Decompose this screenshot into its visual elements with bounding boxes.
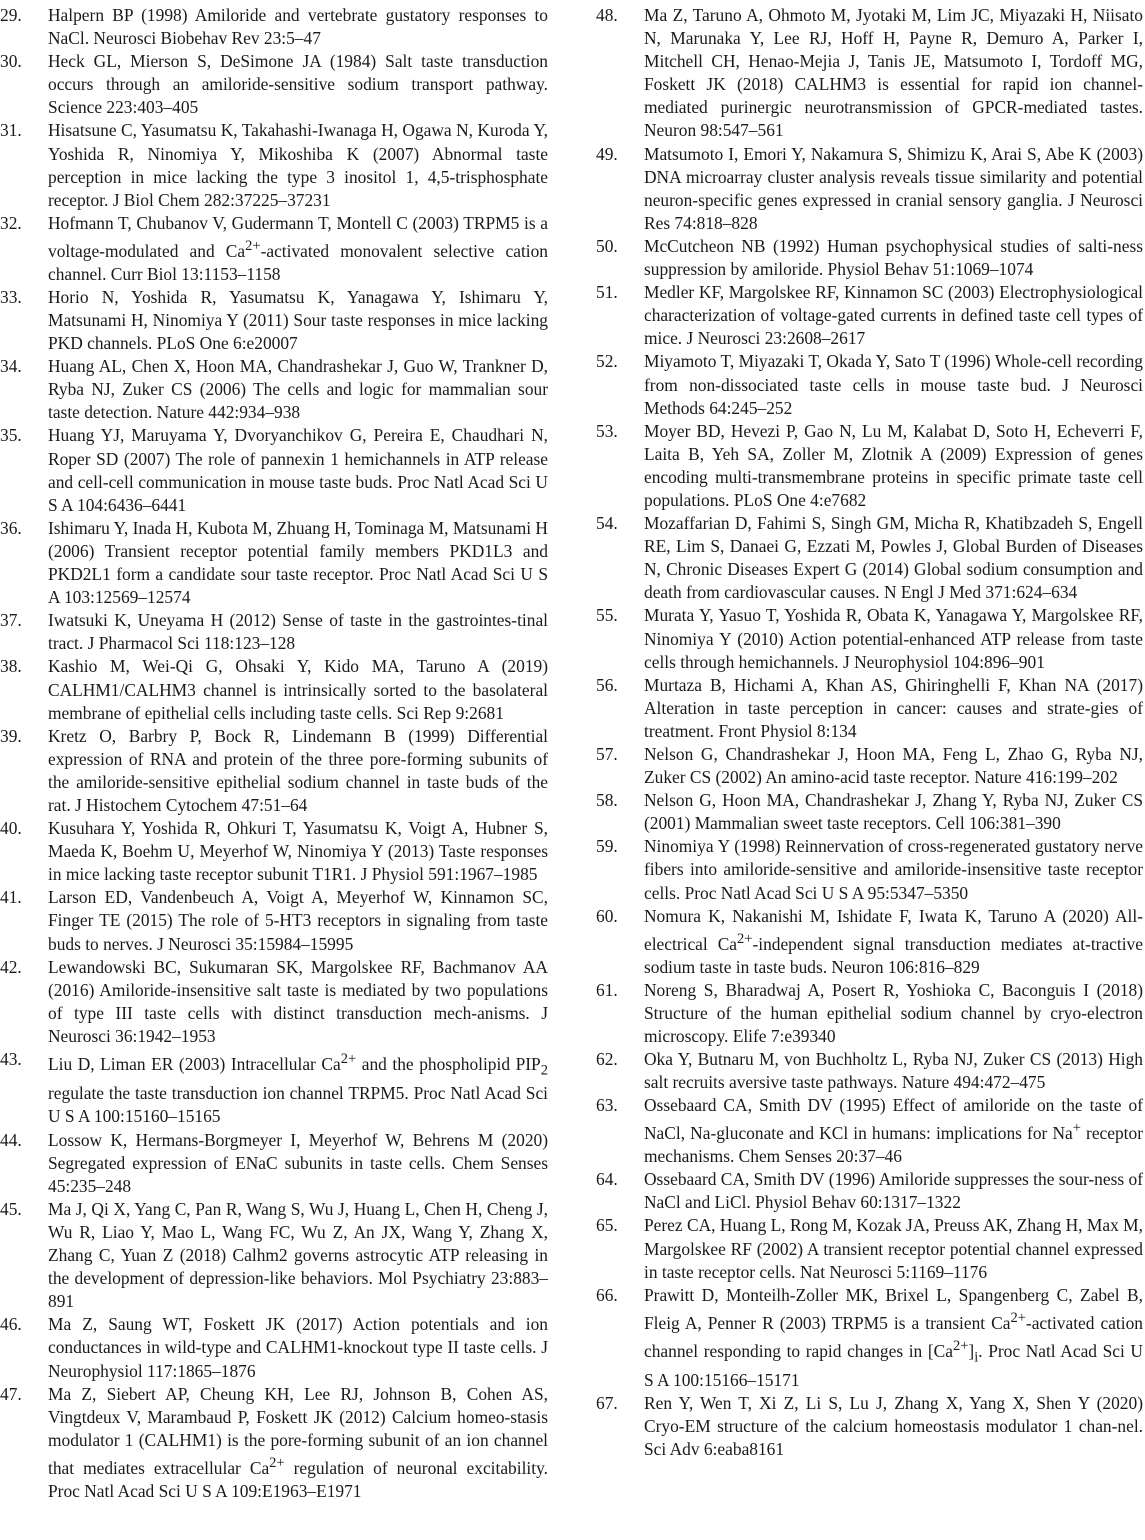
reference-text: Miyamoto T, Miyazaki T, Okada Y, Sato T (1996) Whole-cell recording from non-dissociated taste cells in mouse taste bud. J Neurosci Methods 64:245–252 xyxy=(644,351,1143,418)
reference-number: 42. xyxy=(0,956,22,977)
reference-number: 60. xyxy=(596,905,618,926)
reference-text: Heck GL, Mierson S, DeSimone JA (1984) Salt taste transduction occurs through an amiloride-sensitive sodium transport pathway. Science 223:403–405 xyxy=(48,51,548,118)
reference-text: Moyer BD, Hevezi P, Gao N, Lu M, Kalabat D, Soto H, Echeverri F, Laita B, Yeh SA, Zoller M, Zlotnik A (2009) Expression of genes encoding multi-transmembrane proteins in specific primate taste cell populations. PLoS One 4:e7682 xyxy=(644,420,1143,510)
reference-text: Ma J, Qi X, Yang C, Pan R, Wang S, Wu J, Huang L, Chen H, Cheng J, Wu R, Liao Y, Mao L, Wang FC, Wu Z, An JX, Wang Y, Zhang X, Zhang C, Yuan Z (2018) Calhm2 governs astrocytic ATP releasing in the development of depression-like behaviors. Mol Psychiatry 23:883–891 xyxy=(48,1198,548,1312)
reference-entry xyxy=(596,350,1143,419)
reference-entry xyxy=(0,4,548,50)
reference-text: Ninomiya Y (1998) Reinnervation of cross-regenerated gustatory nerve fibers into amiloride-sensitive and amiloride-insensitive taste receptor cells. Proc Natl Acad Sci U S A 95:5347–5350 xyxy=(644,836,1143,903)
reference-entry xyxy=(0,609,548,655)
reference-text: Nelson G, Hoon MA, Chandrashekar J, Zhang Y, Ryba NJ, Zuker CS (2001) Mammalian sweet taste receptors. Cell 106:381–390 xyxy=(644,790,1143,834)
reference-text: Medler KF, Margolskee RF, Kinnamon SC (2003) Electrophysiological characterization of voltage-gated currents in defined taste cell types of mice. J Neurosci 23:2608–2617 xyxy=(644,282,1143,349)
reference-entry xyxy=(0,119,548,211)
reference-number: 63. xyxy=(596,1095,618,1116)
reference-number: 49. xyxy=(596,143,618,164)
reference-number: 52. xyxy=(596,351,618,372)
reference-entry xyxy=(0,1048,548,1129)
reference-entry xyxy=(596,1048,1143,1094)
reference-entry xyxy=(0,517,548,609)
reference-text: Murata Y, Yasuo T, Yoshida R, Obata K, Yanagawa Y, Margolskee RF, Ninomiya Y (2010) Action potential-enhanced ATP release from taste cells through hemichannels. J Neurophysiol 104:896–901 xyxy=(644,605,1143,672)
reference-text: Perez CA, Huang L, Rong M, Kozak JA, Preuss AK, Zhang H, Max M, Margolskee RF (2002) A transient receptor potential channel expressed in taste receptor cells. Nat Neurosci 5:1169–1176 xyxy=(644,1215,1143,1282)
reference-text: Horio N, Yoshida R, Yasumatsu K, Yanagawa Y, Ishimaru Y, Matsunami H, Ninomiya Y (2011) Sour taste responses in mice lacking PKD channels. PLoS One 6:e20007 xyxy=(48,286,548,354)
reference-entry xyxy=(596,281,1143,350)
reference-entry xyxy=(596,604,1143,673)
reference-text: Hisatsune C, Yasumatsu K, Takahashi-Iwanaga H, Ogawa N, Kuroda Y, Yoshida R, Ninomiya Y, Mikoshiba K (2007) Abnormal taste perception in mice lacking the type 3 inositol 1, 4,5-trisphosphate receptor. J Biol Chem 282:37225–37231 xyxy=(48,120,548,210)
reference-number: 41. xyxy=(0,887,22,908)
reference-number: 43. xyxy=(0,1049,22,1070)
reference-entry xyxy=(596,1284,1143,1392)
reference-text: Ren Y, Wen T, Xi Z, Li S, Lu J, Zhang X, Yang X, Shen Y (2020) Cryo-EM structure of the calcium homeostasis modulator 1 chan-nel. Sci Adv 6:eaba8161 xyxy=(644,1393,1143,1460)
reference-number: 65. xyxy=(596,1215,618,1236)
reference-text: Kashio M, Wei-Qi G, Ohsaki Y, Kido MA, Taruno A (2019) CALHM1/CALHM3 channel is intrinsically sorted to the basolateral membrane of epithelial cells including taste cells. Sci Rep 9:2681 xyxy=(48,656,548,723)
reference-text: Matsumoto I, Emori Y, Nakamura S, Shimizu K, Arai S, Abe K (2003) DNA microarray cluster analysis reveals tissue similarity and potential neuron-specific genes expressed in cranial sensory ganglia. J Neurosci Res 74:818–828 xyxy=(644,143,1143,233)
reference-text: Oka Y, Butnaru M, von Buchholtz L, Ryba NJ, Zuker CS (2013) High salt recruits aversive taste pathways. Nature 494:472–475 xyxy=(644,1049,1143,1093)
reference-text: Ma Z, Saung WT, Foskett JK (2017) Action potentials and ion conductances in wild-type and CALHM1-knockout type II taste cells. J Neurophysiol 117:1865–1876 xyxy=(48,1314,548,1381)
reference-number: 40. xyxy=(0,818,22,839)
reference-entry xyxy=(596,512,1143,604)
reference-number: 31. xyxy=(0,120,22,141)
reference-text: Huang AL, Chen X, Hoon MA, Chandrashekar J, Guo W, Trankner D, Ryba NJ, Zuker CS (2006) The cells and logic for mammalian sour taste detection. Nature 442:934–938 xyxy=(48,356,548,423)
reference-number: 51. xyxy=(596,282,618,303)
reference-text: Halpern BP (1998) Amiloride and vertebrate gustatory responses to NaCl. Neurosci Biobehav Rev 23:5–47 xyxy=(48,5,548,49)
reference-number: 32. xyxy=(0,212,22,233)
reference-text: Nelson G, Chandrashekar J, Hoon MA, Feng L, Zhao G, Ryba NJ, Zuker CS (2002) An amino-acid taste receptor. Nature 416:199–202 xyxy=(644,744,1143,788)
reference-text: Ma Z, Siebert AP, Cheung KH, Lee RJ, Johnson B, Cohen AS, Vingtdeux V, Marambaud P, Foskett JK (2012) Calcium homeo-stasis modulator 1 (CALHM1) is the pore-forming subunit of an ion channel that mediates extracellular $Ca^{2+}$ regulation of neuronal excitability. Proc Natl Acad Sci U S A 109:E1963–E1971 xyxy=(48,1383,548,1501)
reference-entry xyxy=(596,979,1143,1048)
reference-number: 54. xyxy=(596,513,618,534)
reference-number: 55. xyxy=(596,605,618,626)
reference-number: 48. xyxy=(596,5,618,25)
reference-text: Lossow K, Hermans-Borgmeyer I, Meyerhof W, Behrens M (2020) Segregated expression of ENaC subunits in taste cells. Chem Senses 45:235–248 xyxy=(48,1129,548,1196)
reference-entry xyxy=(0,1383,548,1503)
reference-entry xyxy=(0,424,548,516)
reference-number: 38. xyxy=(0,656,22,677)
reference-column-left xyxy=(0,4,548,1503)
reference-number: 47. xyxy=(0,1383,22,1404)
reference-number: 67. xyxy=(596,1393,618,1414)
reference-entry xyxy=(0,655,548,724)
reference-number: 39. xyxy=(0,725,22,746)
reference-text: Hofmann T, Chubanov V, Gudermann T, Montell C (2003) TRPM5 is a voltage-modulated and $Ca^{2+}$-activated monovalent selective cation channel. Curr Biol 13:1153–1158 xyxy=(48,212,548,284)
reference-number: 35. xyxy=(0,425,22,446)
reference-entry xyxy=(596,4,1143,143)
reference-number: 56. xyxy=(596,674,618,695)
reference-column-right xyxy=(596,4,1143,1461)
reference-text: Nomura K, Nakanishi M, Ishidate F, Iwata K, Taruno A (2020) All-electrical $Ca^{2+}$-independent signal transduction mediates at-tractive sodium taste in taste buds. Neuron 106:816–829 xyxy=(644,905,1143,977)
reference-number: 62. xyxy=(596,1049,618,1070)
reference-number: 33. xyxy=(0,286,22,307)
reference-text: Huang YJ, Maruyama Y, Dvoryanchikov G, Pereira E, Chaudhari N, Roper SD (2007) The role of pannexin 1 hemichannels in ATP release and cell-cell communication in mouse taste buds. Proc Natl Acad Sci U S A 104:6436–6441 xyxy=(48,425,548,515)
reference-number: 53. xyxy=(596,420,618,441)
reference-text: Ossebaard CA, Smith DV (1995) Effect of amiloride on the taste of NaCl, Na-gluconate and KCl in humans: implications for Na+ receptor mechanisms. Chem Senses 20:37–46 xyxy=(644,1095,1143,1167)
reference-text: Ossebaard CA, Smith DV (1996) Amiloride suppresses the sour-ness of NaCl and LiCl. Physiol Behav 60:1317–1322 xyxy=(644,1169,1143,1213)
reference-number: 46. xyxy=(0,1314,22,1335)
reference-entry xyxy=(596,1214,1143,1283)
reference-number: 66. xyxy=(596,1284,618,1305)
reference-entry xyxy=(596,1392,1143,1461)
reference-entry xyxy=(596,1094,1143,1168)
reference-entry xyxy=(0,50,548,119)
reference-text: Prawitt D, Monteilh-Zoller MK, Brixel L, Spangenberg C, Zabel B, Fleig A, Penner R (2003) TRPM5 is a transient $Ca^{2+}$-activated cation channel responding to rapid changes in $[Ca^{2+}]_i$. Proc Natl Acad Sci U S A 100:15166–15171 xyxy=(644,1284,1143,1391)
reference-entry xyxy=(596,235,1143,281)
reference-number: 36. xyxy=(0,517,22,538)
reference-entry xyxy=(0,1198,548,1313)
reference-entry xyxy=(596,143,1143,235)
reference-text: Liu D, Liman ER (2003) Intracellular $Ca^{2+}$ and the phospholipid $PIP_2$ regulate the taste transduction ion channel TRPM5. Proc Natl Acad Sci U S A 100:15160–15165 xyxy=(48,1051,548,1127)
reference-text: Ishimaru Y, Inada H, Kubota M, Zhuang H, Tominaga M, Matsunami H (2006) Transient receptor potential family members PKD1L3 and PKD2L1 form a candidate sour taste receptor. Proc Natl Acad Sci U S A 103:12569–12574 xyxy=(48,517,548,608)
reference-entry xyxy=(596,674,1143,743)
reference-number: 37. xyxy=(0,610,22,631)
reference-number: 45. xyxy=(0,1198,22,1219)
reference-number: 30. xyxy=(0,51,22,72)
reference-number: 29. xyxy=(0,5,22,25)
reference-number: 50. xyxy=(596,235,618,256)
reference-entry xyxy=(596,1168,1143,1214)
reference-text: Iwatsuki K, Uneyama H (2012) Sense of taste in the gastrointes-tinal tract. J Pharmacol Sci 118:123–128 xyxy=(48,610,548,654)
reference-entry xyxy=(0,956,548,1048)
reference-text: Larson ED, Vandenbeuch A, Voigt A, Meyerhof W, Kinnamon SC, Finger TE (2015) The role of 5-HT3 receptors in signaling from taste buds to nerves. J Neurosci 35:15984–15995 xyxy=(48,887,548,954)
reference-text: Murtaza B, Hichami A, Khan AS, Ghiringhelli F, Khan NA (2017) Alteration in taste perception in cancer: causes and strate-gies of treatment. Front Physiol 8:134 xyxy=(644,674,1143,741)
reference-text: Noreng S, Bharadwaj A, Posert R, Yoshioka C, Baconguis I (2018) Structure of the human epithelial sodium channel by cryo-electron microscopy. Elife 7:e39340 xyxy=(644,979,1143,1046)
reference-text: Mozaffarian D, Fahimi S, Singh GM, Micha R, Khatibzadeh S, Engell RE, Lim S, Danaei G, Ezzati M, Powles J, Global Burden of Diseases N, Chronic Diseases Expert G (2014) Global sodium consumption and death from cardiovascular causes. N Engl J Med 371:624–634 xyxy=(644,513,1143,603)
reference-entry xyxy=(596,789,1143,835)
reference-number: 58. xyxy=(596,790,618,811)
reference-entry xyxy=(0,1313,548,1382)
reference-number: 64. xyxy=(596,1169,618,1190)
reference-text: McCutcheon NB (1992) Human psychophysical studies of salti-ness suppression by amiloride. Physiol Behav 51:1069–1074 xyxy=(644,235,1143,280)
reference-entry xyxy=(596,835,1143,904)
reference-number: 34. xyxy=(0,356,22,377)
reference-entry xyxy=(0,886,548,955)
reference-entry xyxy=(596,743,1143,789)
reference-entry xyxy=(0,1129,548,1198)
reference-entry xyxy=(0,286,548,355)
reference-entry xyxy=(596,905,1143,979)
reference-entry xyxy=(0,725,548,817)
reference-entry xyxy=(0,212,548,286)
reference-number: 44. xyxy=(0,1129,22,1150)
reference-entry xyxy=(0,817,548,886)
reference-number: 57. xyxy=(596,744,618,764)
reference-number: 59. xyxy=(596,836,618,857)
reference-entry xyxy=(0,355,548,424)
reference-number: 61. xyxy=(596,979,618,1000)
reference-text: Kretz O, Barbry P, Bock R, Lindemann B (1999) Differential expression of RNA and protein of the three pore-forming subunits of the amiloride-sensitive epithelial sodium channel in taste buds of the rat. J Histochem Cytochem 47:51–64 xyxy=(48,725,548,815)
reference-text: Lewandowski BC, Sukumaran SK, Margolskee RF, Bachmanov AA (2016) Amiloride-insensitive salt taste is mediated by two populations of type III taste cells with distinct transduction mech-anisms. J Neurosci 36:1942–1953 xyxy=(48,956,548,1046)
reference-text: Ma Z, Taruno A, Ohmoto M, Jyotaki M, Lim JC, Miyazaki H, Niisato N, Marunaka Y, Lee RJ, Hoff H, Payne R, Demuro A, Parker I, Mitchell CH, Henao-Mejia J, Tanis JE, Matsumoto I, Tordoff MG, Foskett JK (2018) CALHM3 is essential for rapid ion channel-mediated purinergic neurotransmission of GPCR-mediated tastes. Neuron 98:547–561 xyxy=(644,5,1143,141)
reference-text: Kusuhara Y, Yoshida R, Ohkuri T, Yasumatsu K, Voigt A, Hubner S, Maeda K, Boehm U, Meyerhof W, Ninomiya Y (2013) Taste responses in mice lacking taste receptor subunit T1R1. J Physiol 591:1967–1985 xyxy=(48,818,548,885)
reference-entry xyxy=(596,420,1143,512)
